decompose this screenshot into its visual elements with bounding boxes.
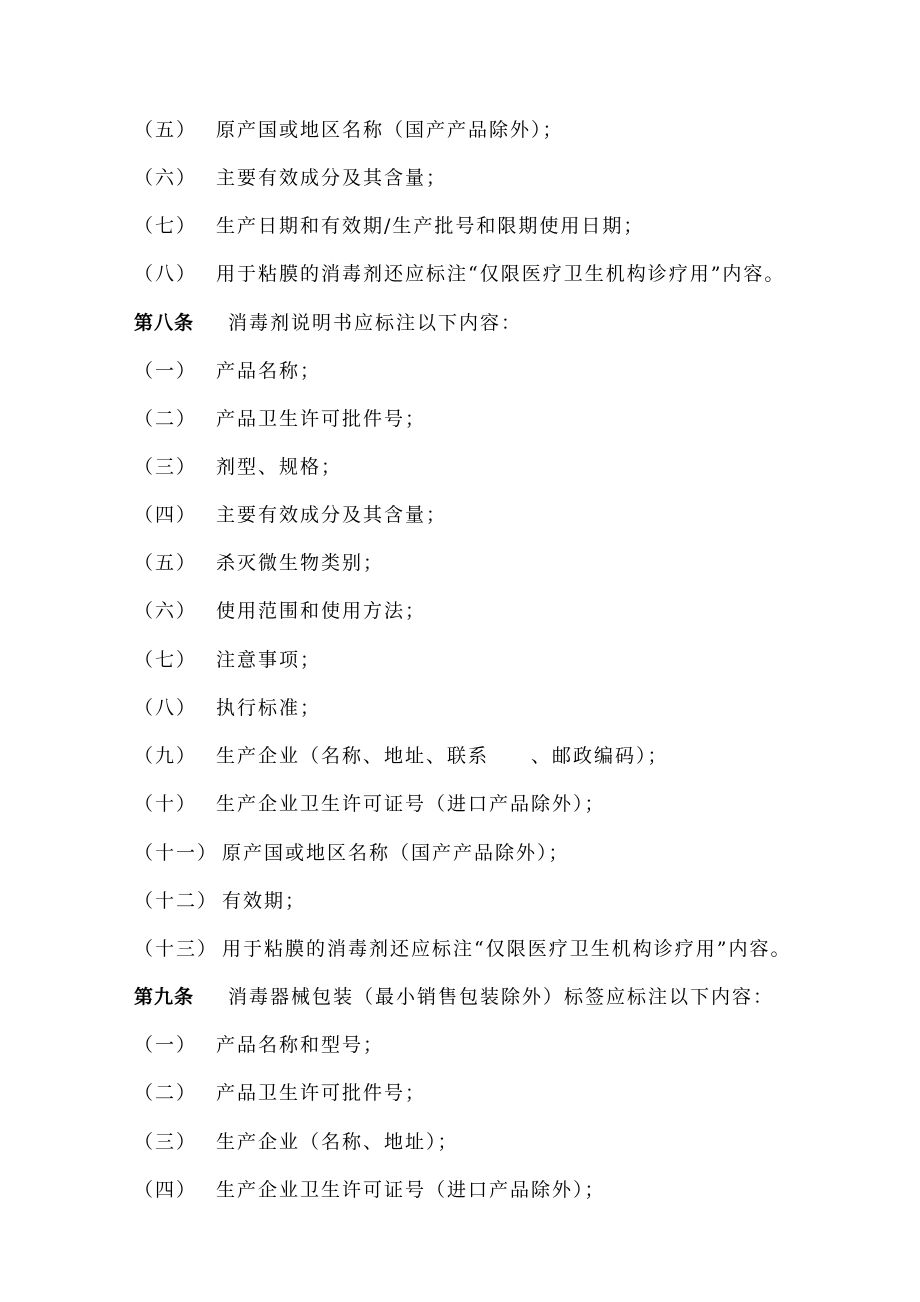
- item-text: 使用范围和使用方法；: [216, 600, 427, 622]
- item-number: （六）: [134, 167, 198, 189]
- item-number: （一）: [134, 360, 198, 382]
- list-item: [134, 500, 447, 530]
- list-item: [134, 789, 606, 819]
- item-number: （五）: [134, 119, 198, 141]
- item-number: （十一）: [134, 842, 219, 864]
- list-item: [134, 259, 785, 289]
- article-heading: [134, 308, 522, 338]
- list-item: [134, 548, 384, 578]
- article-text: 消毒器械包装（最小销售包装除外）标签应标注以下内容：: [228, 986, 775, 1008]
- article-number: 第九条: [134, 986, 195, 1008]
- item-number: （二）: [134, 1082, 198, 1104]
- item-text: 主要有效成分及其含量；: [216, 167, 448, 189]
- list-item: [134, 886, 306, 916]
- item-number: （七）: [134, 215, 198, 237]
- list-item: [134, 452, 342, 482]
- item-text: 产品卫生许可批件号；: [216, 1082, 427, 1104]
- item-text: 杀灭微生物类别；: [216, 552, 385, 574]
- list-item: [134, 356, 321, 386]
- list-item: [134, 1030, 384, 1060]
- item-text: 生产企业（名称、地址、联系 、邮政编码）；: [216, 745, 669, 767]
- item-text: 原产国或地区名称（国产产品除外）；: [222, 842, 570, 864]
- list-item: [134, 1127, 459, 1157]
- item-number: （七）: [134, 649, 198, 671]
- list-item: [134, 1078, 426, 1108]
- list-item: [134, 934, 791, 964]
- item-number: （三）: [134, 1131, 198, 1153]
- item-text: 产品名称和型号；: [216, 1034, 385, 1056]
- item-text: 用于粘膜的消毒剂还应标注“仅限医疗卫生机构诊疗用”内容。: [222, 938, 792, 960]
- item-text: 执行标准；: [216, 697, 322, 719]
- item-number: （八）: [134, 697, 198, 719]
- list-item: [134, 838, 570, 868]
- item-number: （一）: [134, 1034, 198, 1056]
- list-item: [134, 645, 321, 675]
- item-number: （八）: [134, 263, 198, 285]
- list-item: [134, 741, 669, 771]
- article-heading: [134, 982, 774, 1012]
- item-text: 注意事项；: [216, 649, 322, 671]
- item-number: （四）: [134, 1179, 198, 1201]
- list-item: [134, 211, 644, 241]
- item-text: 剂型、规格；: [216, 456, 343, 478]
- item-number: （二）: [134, 408, 198, 430]
- item-text: 原产国或地区名称（国产产品除外）；: [216, 119, 564, 141]
- list-item: [134, 596, 426, 626]
- item-text: 主要有效成分及其含量；: [216, 504, 448, 526]
- item-text: 生产企业（名称、地址）；: [216, 1131, 459, 1153]
- item-number: （十二）: [134, 890, 219, 912]
- article-number: 第八条: [134, 312, 195, 334]
- item-text: 产品名称；: [216, 360, 322, 382]
- item-number: （九）: [134, 745, 198, 767]
- list-item: [134, 404, 426, 434]
- item-text: 生产企业卫生许可证号（进口产品除外）；: [216, 1179, 606, 1201]
- item-number: （四）: [134, 504, 198, 526]
- item-text: 生产企业卫生许可证号（进口产品除外）；: [216, 793, 606, 815]
- item-number: （三）: [134, 456, 198, 478]
- list-item: [134, 1175, 606, 1205]
- item-text: 有效期；: [222, 890, 307, 912]
- list-item: [134, 693, 321, 723]
- article-text: 消毒剂说明书应标注以下内容：: [228, 312, 523, 334]
- item-text: 生产日期和有效期/生产批号和限期使用日期；: [216, 215, 645, 237]
- item-number: （十）: [134, 793, 198, 815]
- item-text: 用于粘膜的消毒剂还应标注“仅限医疗卫生机构诊疗用”内容。: [216, 263, 786, 285]
- item-number: （六）: [134, 600, 198, 622]
- item-text: 产品卫生许可批件号；: [216, 408, 427, 430]
- list-item: [134, 115, 564, 145]
- list-item: [134, 163, 447, 193]
- item-number: （十三）: [134, 938, 219, 960]
- item-number: （五）: [134, 552, 198, 574]
